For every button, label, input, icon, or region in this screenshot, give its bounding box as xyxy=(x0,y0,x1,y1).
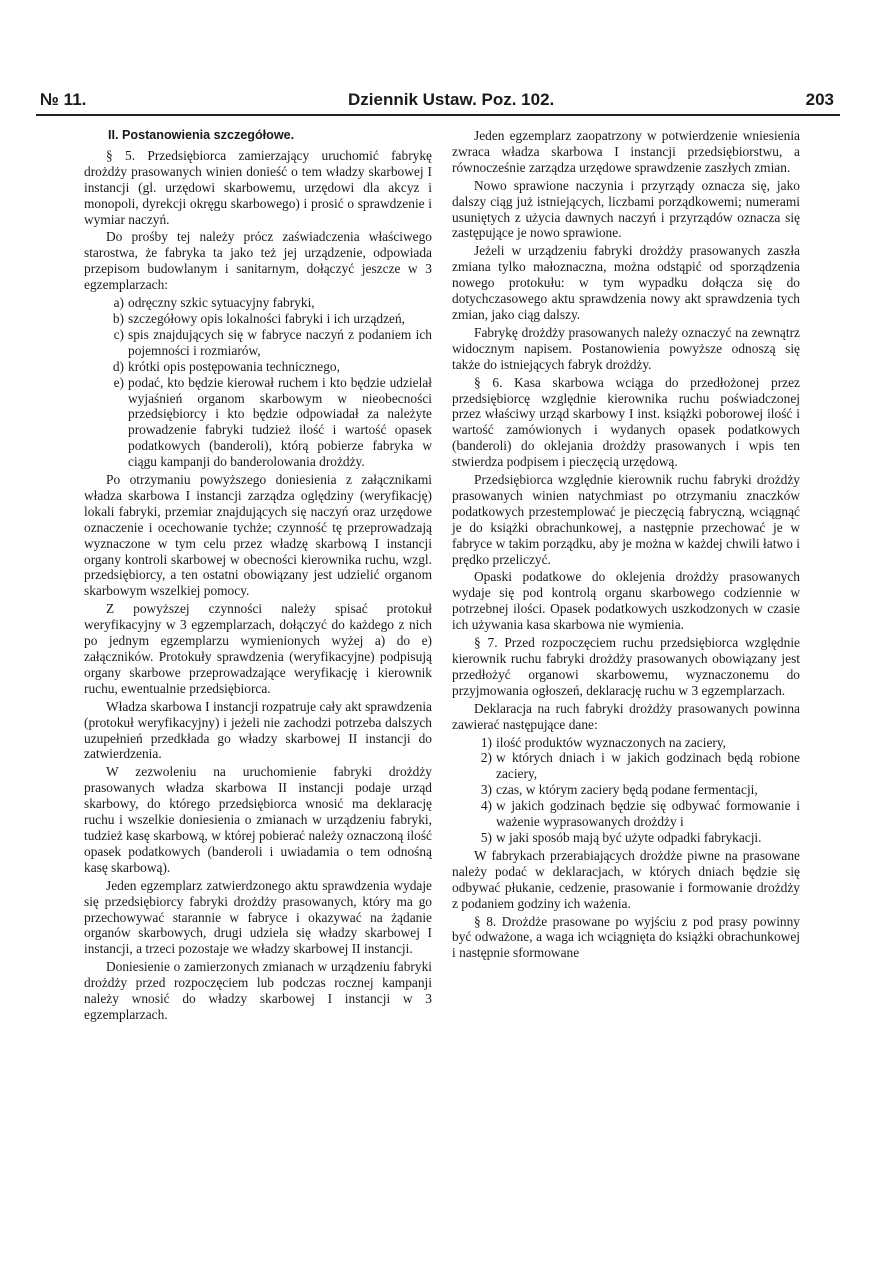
journal-title: Dziennik Ustaw. Poz. 102. xyxy=(348,90,555,109)
list-item-text: spis znajdujących się w fabryce naczyń z podaniem ich pojemności i rozmiarów, xyxy=(128,326,432,358)
list-marker: c) xyxy=(113,326,124,342)
issue-number: № 11. xyxy=(40,90,87,109)
list-marker: 2) xyxy=(480,750,492,766)
paragraph: W zezwoleniu na uruchomienie fabryki drożdży prasowanych władza skarbowa II instancji podaje urząd skarbowy, do którego przedsiębiorca wnosić ma deklarację ruchu i wszelkie doniesienia o zmianach w urządzeniu fabryki, tudzież kasę skarbową, w której pobierać należy oznaczoną ilość opasek podatkowych (banderoli i uwiadamia o tem odnośną kasę skarbową). xyxy=(84,764,432,875)
paragraph-section-6: § 6. Kasa skarbowa wciąga do przedłożonej przez przedsiębiorcę względnie kierownika ruchu poświadczonej przez właściwy urząd skarbowy I inst. książki poborowej ilość i wartość zamówionych i wydanych opasek podatkowych (banderoli) do oklejania drożdży prasowanych i wpis ten stwierdza podpisem i pieczęcią urzędową. xyxy=(452,374,800,470)
page-header xyxy=(36,86,840,116)
paragraph-section-8: § 8. Drożdże prasowane po wyjściu z pod prasy powinny być odważone, a waga ich wciągnięta do książki obrachunkowej i następnie sformowane xyxy=(452,913,800,961)
left-column xyxy=(84,128,432,1025)
list-marker: 4) xyxy=(480,798,492,814)
paragraph: Jeżeli w urządzeniu fabryki drożdży prasowanych zaszła zmiana tylko małoznaczna, można odstąpić od sporządzenia nowego protokułu: w tym wypadku dołącza się do dotychczasowego aktu sprawdzenia nowy akt sprawdzenia tych zmian, jako ciąg dalszy. xyxy=(452,243,800,322)
list-item xyxy=(452,782,800,798)
list-item xyxy=(84,311,432,327)
list-item-text: ilość produktów wyznaczonych na zaciery, xyxy=(496,734,727,750)
list-item-text: podać, kto będzie kierował ruchem i kto będzie udzielał wyjaśnień organom skarbowym w nieobecności przedsiębiorcy i kto będzie odpowiadał za należyte prowadzenie fabryki tudzież ilość i wartość opasek podatkowych (banderoli), którą pobierze fabryka w ciągu kampanji do banderolowania drożdży. xyxy=(128,374,432,470)
paragraph: Z powyższej czynności należy spisać protokuł weryfikacyjny w 3 egzemplarzach, dołączyć do każdego z nich po jednym egzemplarzu wymienionych wyżej a) do e) załączników. Protokuły sprawdzenia (weryfikacyjne) podpisują organy skarbowe przeprowadzające weryfikację i kierownik ruchu, ewentualnie przedsiębiorca. xyxy=(84,601,432,696)
list-item-text: czas, w którym zaciery będą podane fermentacji, xyxy=(496,782,758,798)
list-item xyxy=(84,375,432,470)
right-column xyxy=(452,128,800,963)
attachment-list xyxy=(84,295,432,470)
paragraph: Fabrykę drożdży prasowanych należy oznaczyć na zewnątrz widocznym napisem. Postanowienia powyższe odnoszą się także do istniejących fabryk drożdży. xyxy=(452,324,800,372)
paragraph: Po otrzymaniu powyższego doniesienia z załącznikami władza skarbowa I instancji zarządza oględziny (weryfikację) lokali fabryki, przemiar znajdujących się naczyń oraz urzędowe oznaczenie i ocechowanie tychże; czynność tę przeprowadzają wyznaczone w tym celu przez władzę skarbową I instancji organy kontroli skarbowej w obecności kierownika ruchu, wzgl. przedsiębiorcy, a ten ostatni obowiązany jest udzielić organom skarbowym wszelkiej pomocy. xyxy=(84,472,432,599)
list-item-text: odręczny szkic sytuacyjny fabryki, xyxy=(128,295,315,311)
list-marker: e) xyxy=(113,374,124,390)
list-item xyxy=(452,750,800,782)
paragraph: Przedsiębiorca względnie kierownik ruchu fabryki drożdży prasowanych winien natychmiast po otrzymaniu znaczków podatkowych przestemplować je pieczęcią fabryczną, wciągnąć je do książki obrachunkowej, a następnie przechować je w fabryce w takim porządku, aby je można w każdej chwili łatwo i prędko przeliczyć. xyxy=(452,472,800,567)
list-item-text: w jaki sposób mają być użyte odpadki fabrykacji. xyxy=(496,829,762,845)
list-item xyxy=(452,830,800,846)
list-marker: 3) xyxy=(480,782,492,798)
paragraph: Jeden egzemplarz zatwierdzonego aktu sprawdzenia wydaje się przedsiębiorcy fabryki drożdży prasowanych, który ma go przechowywać starannie w fabryce i okazywać na żądanie organów skarbowych, drugi udziela się władzy skarbowej I instancji, a trzeci pozostaje we władzy skarbowej II instancji. xyxy=(84,877,432,957)
list-marker: d) xyxy=(112,358,124,374)
paragraph: W fabrykach przerabiających drożdże piwne na prasowane należy podać w deklaracjach, w których dniach będzie się odbywać płukanie, cedzenie, prasowanie i formowanie drożdży z podaniem godziny ich ważenia. xyxy=(452,847,800,911)
list-item-text: w jakich godzinach będzie się odbywać formowanie i ważenie wyprasowanych drożdży i xyxy=(496,798,800,830)
list-item xyxy=(452,798,800,830)
list-marker: 5) xyxy=(480,829,492,845)
paragraph: Władza skarbowa I instancji rozpatruje cały akt sprawdzenia (protokuł weryfikacyjny) i jeżeli nie zachodzi potrzeba dalszych uzupełnień przedkłada go władzy skarbowej II instancji do zatwierdzenia. xyxy=(84,698,432,762)
list-marker: b) xyxy=(112,310,124,326)
paragraph: Deklaracja na ruch fabryki drożdży prasowanych powinna zawierać następujące dane: xyxy=(452,700,800,732)
section-heading: II. Postanowienia szczegółowe. xyxy=(108,128,295,142)
list-item-text: krótki opis postępowania technicznego, xyxy=(128,358,340,374)
declaration-list xyxy=(452,735,800,846)
list-item-text: szczegółowy opis lokalności fabryki i ich urządzeń, xyxy=(128,310,406,326)
paragraph: Nowo sprawione naczynia i przyrządy oznacza się, jako dalszy ciąg już istniejących, liczbami porządkowemi; numerami usuniętych z użycia dawnych naczyń i przyrządów oznacza się zastępujące je nowo sprawione. xyxy=(452,177,800,241)
paragraph: Opaski podatkowe do oklejenia drożdży prasowanych wydaje się pod kontrolą organu skarbowego codziennie w potrzebnej ilości. Opasek podatkowych uszkodzonych w czasie ich używania kasa skarbowa nie wymienia. xyxy=(452,569,800,633)
list-item xyxy=(84,359,432,375)
page-number: 203 xyxy=(805,90,834,109)
paragraph: Do prośby tej należy prócz zaświadczenia właściwego starostwa, że fabryka ta jako też jej urządzenie, odpowiada przepisom budowlanym i sanitarnym, dołączyć jeszcze w 3 egzemplarzach: xyxy=(84,229,432,293)
list-marker: 1) xyxy=(480,734,492,750)
list-item-text: w których dniach i w jakich godzinach będą robione zaciery, xyxy=(496,750,800,782)
paragraph-section-5: § 5. Przedsiębiorca zamierzający uruchomić fabrykę drożdży prasowanych winien donieść o tem władzy skarbowej I instancji (gl. urzędowi skarbowemu, urzędowi dla akcyz i monopoli, dyrekcji okręgu skarbowego) i prosić o sprawdzenie i wymiar naczyń. xyxy=(84,147,432,227)
list-item xyxy=(452,735,800,751)
paragraph: Jeden egzemplarz zaopatrzony w potwierdzenie wniesienia zwraca władza skarbowa I instancji przedsiębiorstwu, a równocześnie zarządza urzędowe sprawdzenie zaszłych zmian. xyxy=(452,128,800,175)
paragraph-section-7: § 7. Przed rozpoczęciem ruchu przedsiębiorca względnie kierownik ruchu fabryki drożdży prasowanych obowiązany jest przedłożyć organowi skarbowemu, wyznaczonemu do przyjmowania ogłoszeń, deklarację ruchu w 3 egzemplarzach. xyxy=(452,635,800,698)
list-item xyxy=(84,327,432,359)
paragraph: Doniesienie o zamierzonych zmianach w urządzeniu fabryki drożdży przed rozpoczęciem lub podczas rocznej kampanji należy wnosić do władzy skarbowej I instancji w 3 egzemplarzach. xyxy=(84,959,432,1022)
list-marker: a) xyxy=(113,295,124,311)
list-item xyxy=(84,295,432,311)
